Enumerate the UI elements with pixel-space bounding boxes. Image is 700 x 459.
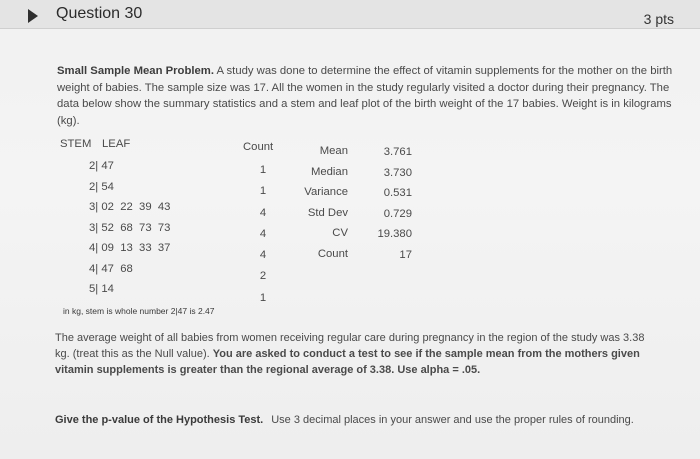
stem-leaf-row: 2| 47 bbox=[89, 160, 114, 172]
count-header: Count bbox=[243, 141, 274, 153]
problem-intro bbox=[57, 63, 679, 129]
question-flag-icon[interactable] bbox=[28, 9, 38, 23]
stat-value: 3.761 bbox=[383, 146, 412, 158]
stat-label: Variance bbox=[304, 186, 348, 198]
stem-leaf-row: 2| 54 bbox=[89, 180, 114, 193]
problem-body: A study was done to determine the effect of vitamin supplements for the mother on the birth weight of babies. The sample size was 17. All the women in the study regularly visited a doctor during their pregnancy. The data below show the summary statistics and a stem and leaf plot of the birth weight of the 17 babies. Weight is in kilograms (kg). bbox=[57, 65, 673, 127]
stem-leaf-footnote: in kg, stem is whole number 2|47 is 2.47 bbox=[63, 306, 215, 316]
question-instructions: Use 3 decimal places in your answer and use the proper rules of rounding. bbox=[271, 414, 634, 426]
problem-lead: Small Sample Mean Problem. bbox=[57, 65, 214, 77]
stat-label: Mean bbox=[319, 145, 348, 157]
count-value: 1 bbox=[259, 164, 267, 176]
question-header bbox=[0, 0, 700, 29]
stat-label: Median bbox=[310, 165, 348, 178]
summary-stat-labels bbox=[292, 141, 348, 264]
paragraph-bold: You are asked to conduct a test to see if the sample mean from the mothers given vitamin supplements is greater than the regional average of 3.38. Use alpha = .05. bbox=[55, 348, 640, 376]
question-bold: Give the p-value of the Hypothesis Test. bbox=[55, 414, 264, 426]
stem-leaf-row: 5| 14 bbox=[89, 283, 114, 295]
stat-value: 0.531 bbox=[383, 187, 412, 199]
count-value: 2 bbox=[259, 270, 267, 283]
stat-value: 3.730 bbox=[383, 166, 412, 179]
stat-label: Std Dev bbox=[307, 206, 348, 219]
stem-leaf-row: 4| 09 13 33 37 bbox=[89, 242, 171, 254]
count-value: 4 bbox=[259, 249, 267, 262]
stat-label: Count bbox=[317, 247, 348, 260]
null-hypothesis-paragraph bbox=[55, 330, 655, 378]
count-values bbox=[258, 160, 268, 309]
stat-value: 0.729 bbox=[383, 207, 412, 220]
question-prompt bbox=[55, 414, 665, 426]
stem-header: STEM bbox=[60, 138, 92, 150]
stem-leaf-row: 3| 02 22 39 43 bbox=[89, 201, 171, 213]
stat-value: 19.380 bbox=[377, 228, 412, 240]
count-value: 1 bbox=[259, 185, 267, 198]
stem-leaf-row: 4| 47 68 bbox=[89, 262, 133, 275]
count-value: 4 bbox=[259, 227, 267, 240]
question-points: 3 pts bbox=[643, 11, 674, 27]
summary-stat-values bbox=[370, 142, 412, 265]
question-title: Question 30 bbox=[56, 5, 143, 22]
stat-label: CV bbox=[332, 227, 348, 239]
paragraph-normal: The average weight of all babies from women receiving regular care during pregnancy in the region of the study was 3.38 kg. (treat this as the Null value). bbox=[55, 332, 645, 360]
stem-leaf-rows bbox=[89, 156, 170, 300]
stat-value: 17 bbox=[399, 248, 412, 261]
count-value: 1 bbox=[259, 291, 267, 304]
stem-leaf-row: 3| 52 68 73 73 bbox=[89, 221, 171, 234]
leaf-header: LEAF bbox=[102, 138, 131, 150]
count-value: 4 bbox=[259, 206, 267, 219]
